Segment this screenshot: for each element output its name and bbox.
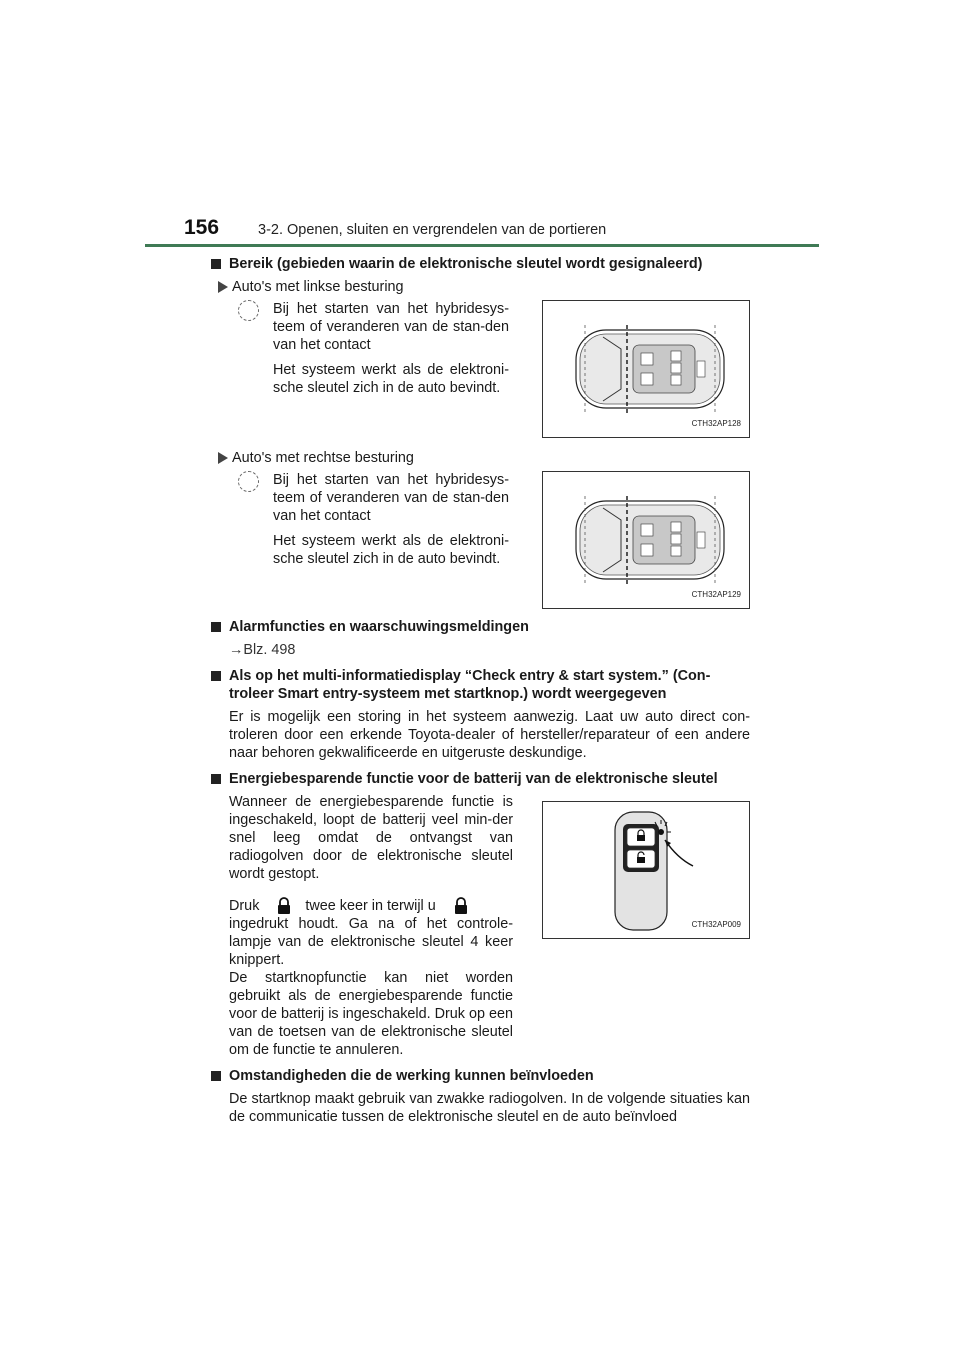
section-heading-alarm: Alarmfuncties en waarschuwingsmeldingen	[210, 618, 750, 636]
lock-icon	[277, 897, 291, 915]
lhd-block	[210, 300, 750, 445]
subheading-rhd: Auto's met rechtse besturing	[210, 449, 750, 467]
triangle-bullet-icon	[218, 452, 228, 464]
battery-saving-p2: Druk twee keer in terwijl u	[229, 897, 513, 915]
chapter-title: 3-2. Openen, sluiten en vergrendelen van de portieren	[258, 222, 607, 238]
rhd-note	[273, 471, 509, 575]
smart-key-diagram	[542, 801, 750, 939]
lhd-note-description: Het systeem werkt als de elektroni-sche sleutel zich in de auto bevindt.	[273, 362, 509, 396]
battery-saving-p3: De startknopfunctie kan niet worden gebruikt als de energiebesparende functie voor de batterij is ingeschakeld. Druk op een van de toetsen van de elektronische sleutel om de functie te annuleren.	[229, 970, 513, 1059]
car-diagram-rhd	[542, 471, 750, 609]
battery-saving-text	[210, 793, 513, 1059]
section-text-conditions: De startknop maakt gebruik van zwakke radiogolven. In de volgende situaties kan de communicatie tussen de elektronische sleutel en de auto beïnvloed	[229, 1091, 750, 1125]
battery-saving-p1: Wanneer de energiebesparende functie is ingeschakeld, loopt de batterij veel min-der snel leeg omdat de ontvangst van radiogolven door de elektronische sleutel wordt gestopt.	[229, 794, 513, 882]
bullet-square-icon	[211, 259, 221, 269]
lhd-note	[273, 300, 509, 404]
dashed-circle-icon	[238, 471, 259, 492]
battery-saving-block	[210, 793, 750, 1059]
figure-code: CTH32AP128	[691, 419, 741, 428]
section-heading-range: Bereik (gebieden waarin de elektronische sleutel wordt gesignaleerd)	[210, 255, 750, 273]
bullet-square-icon	[211, 1071, 221, 1081]
bullet-square-icon	[211, 671, 221, 681]
lock-icon	[454, 897, 468, 915]
section-heading-battery-saving: Energiebesparende functie voor de batterij van de elektronische sleutel	[210, 770, 750, 788]
rhd-note-description: Het systeem werkt als de elektroni-sche sleutel zich in de auto bevindt.	[273, 533, 509, 567]
battery-saving-p2-continued: ingedrukt houdt. Ga na of het controle-lampje van de elektronische sleutel 4 keer knippert.	[229, 916, 513, 969]
lhd-note-condition: Bij het starten van het hybridesys-teem of veranderen van de stan-den van het contact	[273, 301, 509, 353]
rhd-block	[210, 471, 750, 616]
subheading-lhd: Auto's met linkse besturing	[210, 278, 750, 296]
dashed-circle-icon	[238, 300, 259, 321]
figure-code: CTH32AP129	[691, 590, 741, 599]
bullet-square-icon	[211, 774, 221, 784]
page-number: 156	[184, 216, 220, 239]
section-heading-conditions: Omstandigheden die de werking kunnen beïnvloeden	[210, 1067, 750, 1085]
rhd-note-condition: Bij het starten van het hybridesys-teem of veranderen van de stan-den van het contact	[273, 472, 509, 524]
triangle-bullet-icon	[218, 281, 228, 293]
page-content	[210, 255, 750, 1130]
bullet-square-icon	[211, 622, 221, 632]
section-heading-check-entry: Als op het multi-informatiedisplay “Check entry & start system.” (Con-troleer Smart entry-systeem met startknop.) wordt weergegeven	[210, 667, 750, 703]
page-reference: →Blz. 498	[229, 642, 296, 658]
car-diagram-lhd	[542, 300, 750, 438]
section-text-check-entry: Er is mogelijk een storing in het systeem aanwezig. Laat uw auto direct con-troleren door een erkende Toyota-dealer of hersteller/reparateur of een andere naar behoren gekwalificeerde en uitgeruste deskundige.	[229, 709, 750, 761]
figure-code: CTH32AP009	[691, 920, 741, 929]
header-divider	[145, 244, 819, 247]
